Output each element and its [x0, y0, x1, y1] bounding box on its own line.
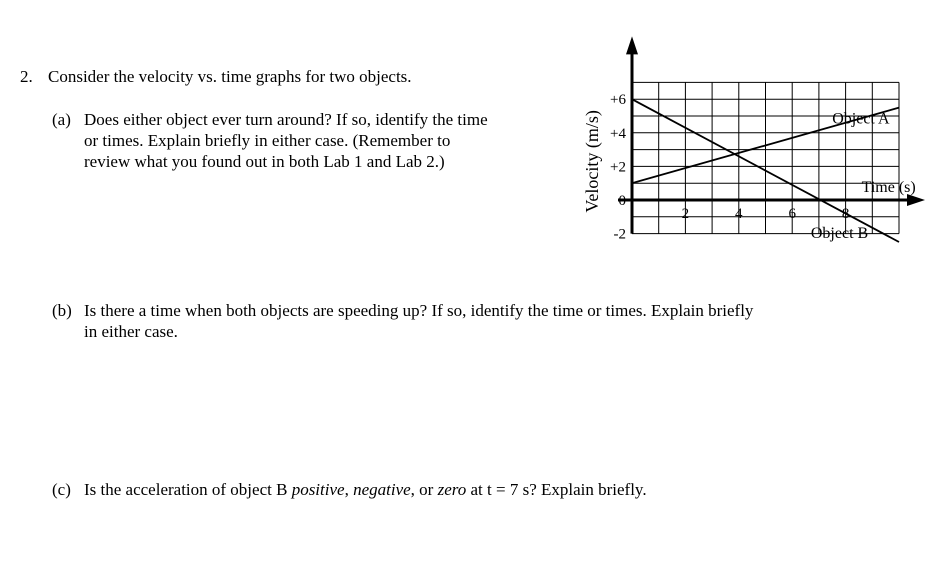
- series-label: Object A: [832, 110, 890, 128]
- y-tick-label: 0: [618, 193, 626, 209]
- x-axis-title: Time (s): [861, 179, 916, 196]
- part-a-label: (a): [52, 110, 71, 129]
- y-tick-label: +6: [610, 92, 626, 109]
- part-c-option-positive: positive: [291, 480, 345, 499]
- part-a-line-1: Does either object ever turn around? If so, identify the time: [84, 110, 488, 129]
- question-prompt: Consider the velocity vs. time graphs for two objects.: [48, 67, 412, 86]
- x-tick-label: 8: [841, 206, 850, 222]
- series-label: Object B: [810, 224, 869, 242]
- y-tick-label: -2: [613, 226, 626, 243]
- x-tick-label: 4: [735, 206, 743, 222]
- part-c-option-zero: zero: [437, 480, 467, 499]
- chart-axes: [618, 36, 925, 233]
- part-c-sep-2: , or: [410, 480, 438, 499]
- part-c-text-before: Is the acceleration of object B: [84, 480, 292, 499]
- part-a-line-2: or times. Explain briefly in either case. (Remember to: [84, 131, 451, 150]
- part-c-option-negative: negative: [353, 480, 411, 499]
- part-c-label: (c): [52, 480, 71, 499]
- part-b-label: (b): [52, 301, 72, 320]
- y-axis-title: Velocity (m/s): [582, 110, 602, 213]
- part-c-sep-1: ,: [344, 480, 354, 499]
- x-tick-label: 2: [681, 206, 690, 222]
- part-c-text-after: at t = 7 s? Explain briefly.: [466, 480, 647, 499]
- part-b-line-2: in either case.: [84, 322, 178, 341]
- y-tick-label: +2: [610, 159, 626, 176]
- part-a-line-3: review what you found out in both Lab 1 and Lab 2.): [84, 152, 445, 171]
- y-axis-arrow: [626, 36, 638, 54]
- part-b-line-1: Is there a time when both objects are speeding up? If so, identify the time or times. Explain briefly: [84, 301, 754, 320]
- chart-grid: [632, 82, 899, 233]
- y-tick-label: +4: [610, 125, 626, 142]
- question-number: 2.: [20, 67, 33, 86]
- x-tick-label: 6: [788, 206, 796, 222]
